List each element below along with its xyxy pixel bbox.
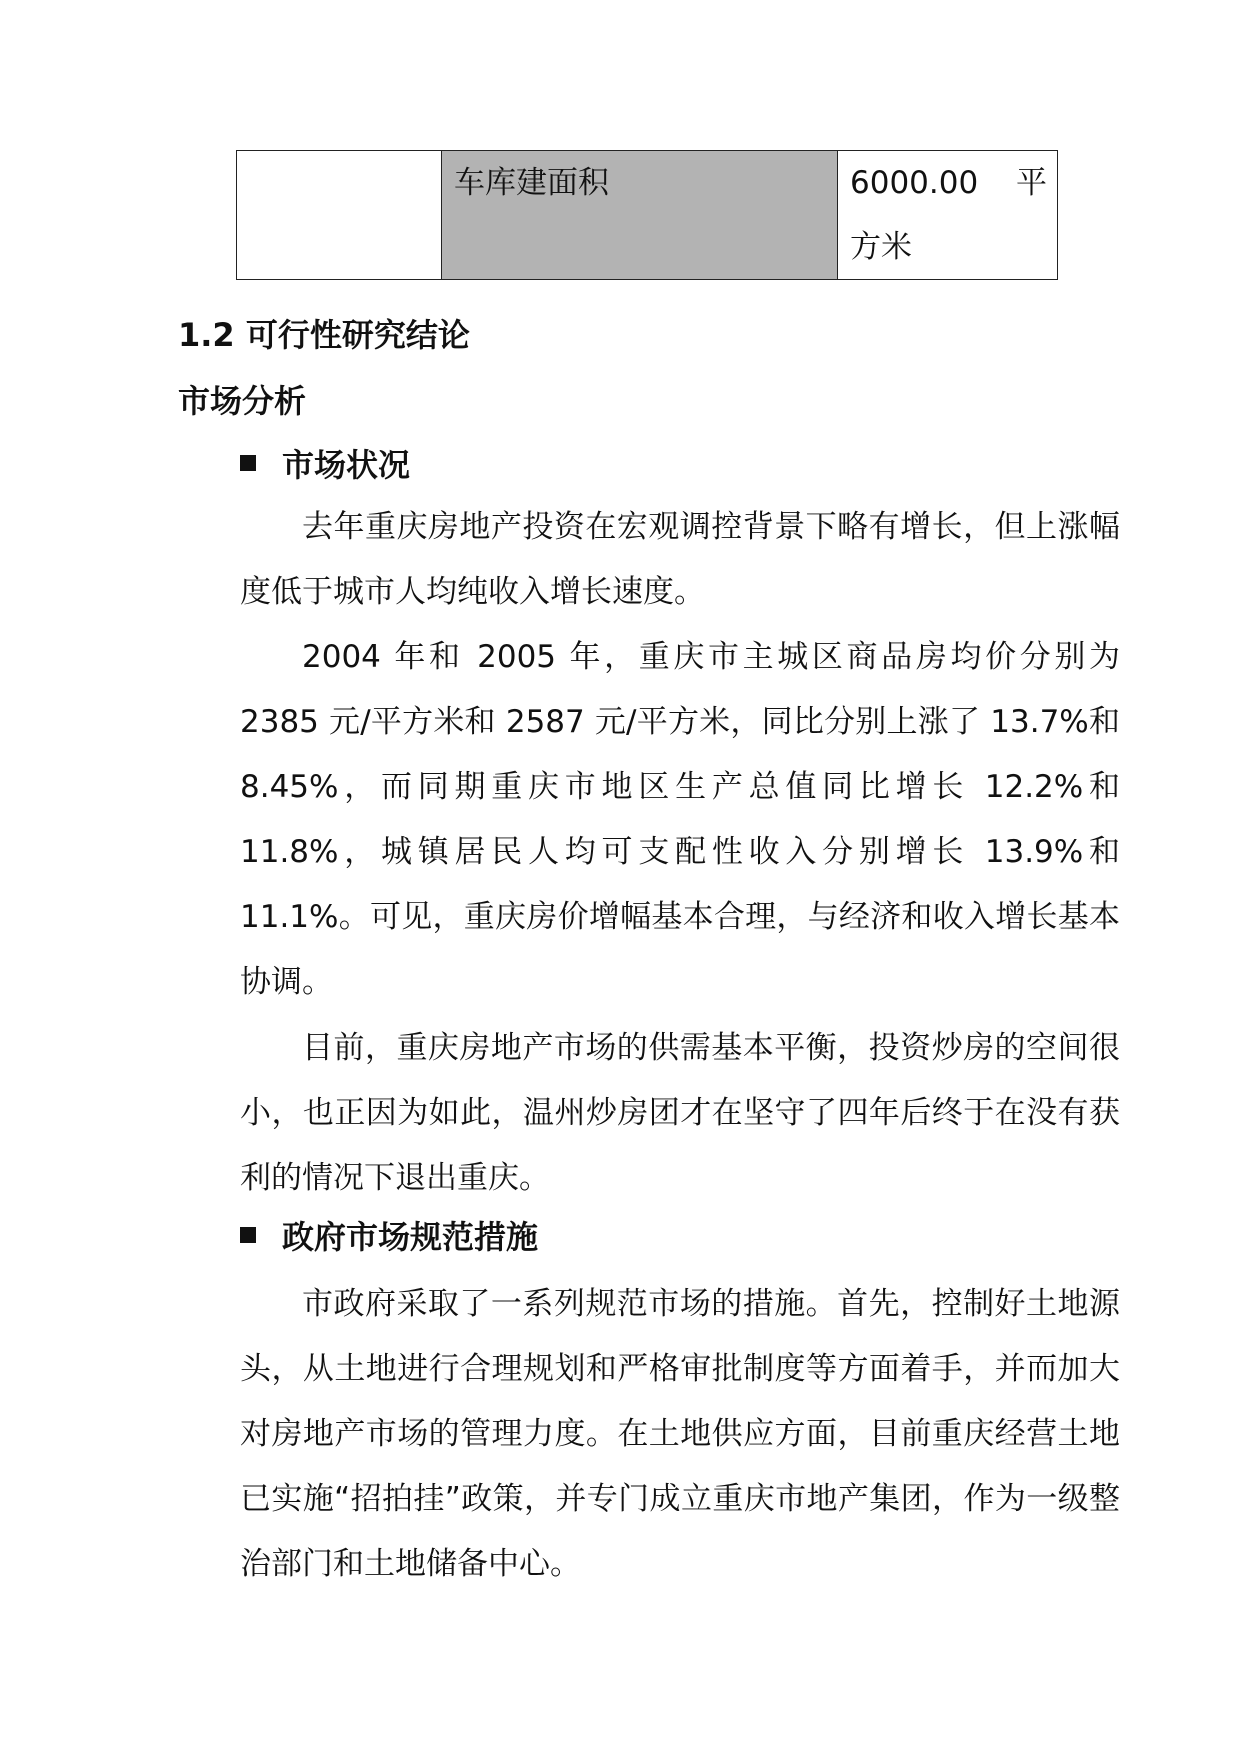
value-unit-part1: 平 xyxy=(1016,165,1047,201)
bullet-title: 政府市场规范措施 xyxy=(282,1218,539,1256)
table-cell-label: 车库建面积 xyxy=(442,151,838,280)
area-table xyxy=(236,150,1058,280)
bullet-title: 市场状况 xyxy=(282,446,411,484)
section-subheading: 市场分析 xyxy=(178,382,307,420)
value-unit-part2: 方米 xyxy=(850,229,912,265)
table-cell-empty xyxy=(237,151,442,280)
table-row xyxy=(237,151,1058,280)
paragraph: 目前，重庆房地产市场的供需基本平衡，投资炒房的空间很小，也正因为如此，温州炒房团才在坚守了四年后终于在没有获利的情况下退出重庆。 xyxy=(240,1030,1120,1196)
paragraph: 市政府采取了一系列规范市场的措施。首先，控制好土地源头，从土地进行合理规划和严格审批制度等方面着手，并而加大对房地产市场的管理力度。在土地供应方面，目前重庆经营土地已实施“招拍挂”政策，并专门成立重庆市地产集团，作为一级整治部门和土地储备中心。 xyxy=(240,1286,1120,1582)
bullet-market-status xyxy=(240,440,410,486)
value-number: 6000.00 xyxy=(850,165,979,201)
bullet-government-measures xyxy=(240,1212,538,1258)
paragraph: 2004 年和 2005 年，重庆市主城区商品房均价分别为 2385 元/平方米和 2587 元/平方米，同比分别上涨了 13.7%和 8.45%，而同期重庆市地区生产总值同比增长 12.2%和 11.8%，城镇居民人均可支配性收入分别增长 13.9%和 11.1%。可见，重庆房价增幅基本合理，与经济和收入增长基本协调。 xyxy=(240,639,1120,1000)
square-bullet-icon xyxy=(240,1227,256,1243)
square-bullet-icon xyxy=(240,455,256,471)
table-cell-value xyxy=(838,151,1058,280)
paragraph: 去年重庆房地产投资在宏观调控背景下略有增长，但上涨幅度低于城市人均纯收入增长速度。 xyxy=(240,509,1120,610)
section-heading: 1.2 可行性研究结论 xyxy=(178,316,470,354)
